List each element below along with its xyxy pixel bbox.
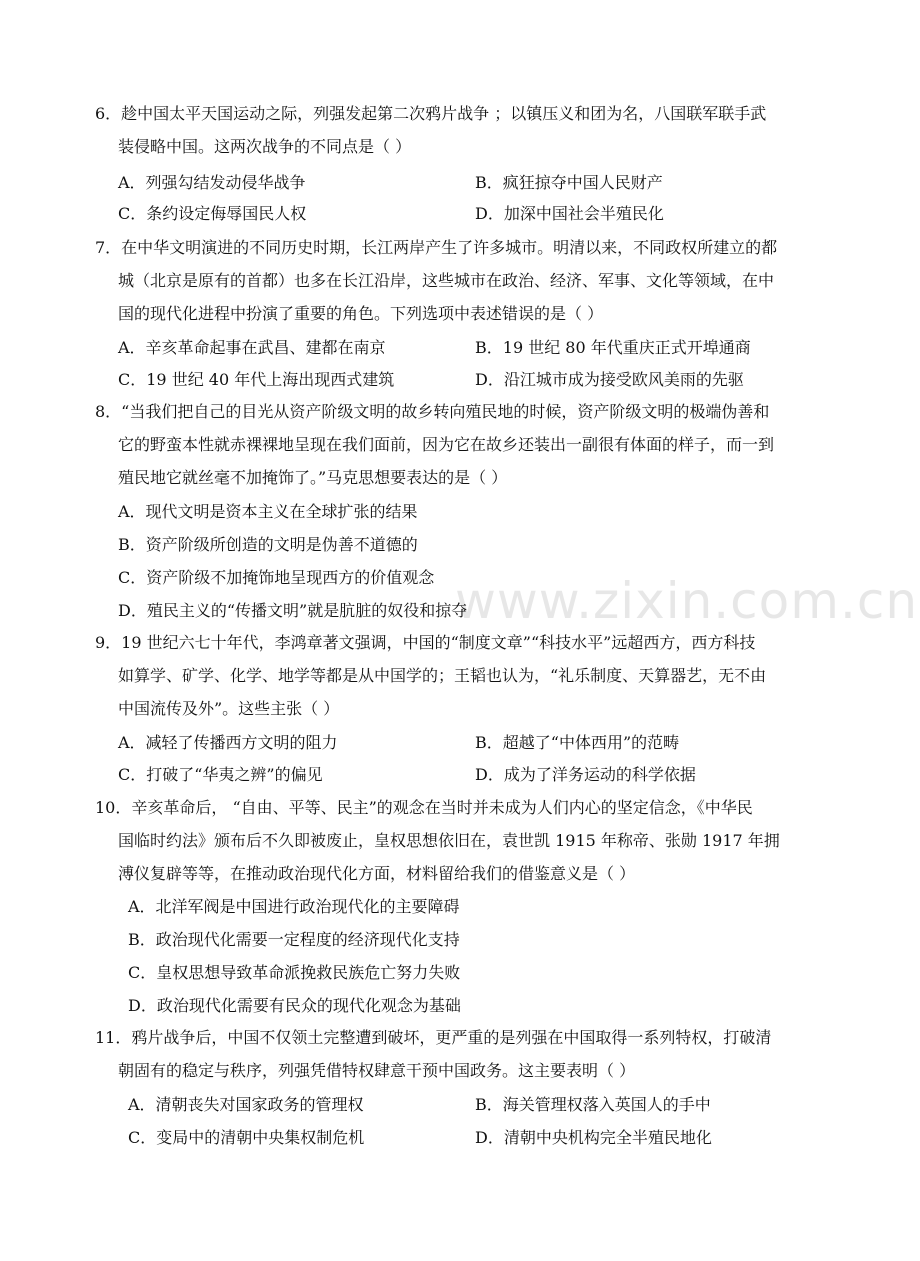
question-stem-line: 中国流传及外”。这些主张（ ）	[118, 699, 340, 718]
question-stem-line: 它的野蛮本性就赤裸裸地呈现在我们面前，因为它在故乡还装出一副很有体面的样子，而一到	[118, 435, 775, 454]
question-stem-line: 国临时约法》颁布后不久即被废止，皇权思想依旧在，袁世凯 1915 年称帝、张勋 1917 年拥	[118, 831, 780, 850]
option-d: D．沿江城市成为接受欧风美雨的先驱	[475, 370, 744, 389]
question-stem-line: 装侵略中国。这两次战争的不同点是（ ）	[118, 137, 412, 156]
question-stem-line: 9．19 世纪六七十年代，李鸿章著文强调，中国的“制度文章”“科技水平”远超西方，西方科技	[95, 633, 756, 652]
option-b: B．资产阶级所创造的文明是伪善不道德的	[118, 535, 418, 554]
question-stem-line: 溥仪复辟等等，在推动政治现代化方面，材料留给我们的借鉴意义是（ ）	[118, 864, 636, 883]
option-a: A．减轻了传播西方文明的阻力	[118, 733, 338, 752]
question-stem-line: 如算学、矿学、化学、地学等都是从中国学的；王韬也认为，“礼乐制度、天算器艺，无不由	[118, 666, 767, 685]
option-d: D．成为了洋务运动的科学依据	[475, 765, 696, 784]
option-a: A．北洋军阀是中国进行政治现代化的主要障碍	[128, 897, 460, 916]
option-d: D．政治现代化需要有民众的现代化观念为基础	[128, 996, 461, 1015]
question-stem-line: 11．鸦片战争后，中国不仅领土完整遭到破坏，更严重的是列强在中国取得一系列特权，打破清	[95, 1028, 772, 1047]
option-c: C．资产阶级不加掩饰地呈现西方的价值观念	[118, 568, 435, 587]
question-stem-line: 殖民地它就丝毫不加掩饰了。”马克思想要表达的是（ ）	[118, 468, 508, 487]
question-stem-line: 6．趁中国太平天国运动之际，列强发起第二次鸦片战争 ；以镇压义和团为名，八国联军联手武	[95, 104, 767, 123]
question-stem-line: 7．在中华文明演进的不同历史时期，长江两岸产生了许多城市。明清以来，不同政权所建立的都	[95, 238, 778, 257]
question-stem-line: 朝固有的稳定与秩序，列强凭借特权肆意干预中国政务。这主要表明（ ）	[118, 1061, 636, 1080]
option-d: D．清朝中央机构完全半殖民地化	[475, 1128, 712, 1147]
option-b: B．疯狂掠夺中国人民财产	[475, 173, 663, 192]
option-a: A．列强勾结发动侵华战争	[118, 173, 306, 192]
option-d: D．加深中国社会半殖民化	[475, 204, 664, 223]
option-c: C．变局中的清朝中央集权制危机	[128, 1128, 365, 1147]
option-a: A．现代文明是资本主义在全球扩张的结果	[118, 502, 418, 521]
option-c: C．打破了“华夷之辨”的偏见	[118, 765, 323, 784]
option-b: B．海关管理权落入英国人的手中	[475, 1095, 711, 1114]
option-b: B．19 世纪 80 年代重庆正式开埠通商	[475, 338, 751, 357]
question-stem-line: 8．“当我们把自己的目光从资产阶级文明的故乡转向殖民地的时候，资产阶级文明的极端伪善和	[95, 402, 770, 421]
option-b: B．超越了“中体西用”的范畴	[475, 733, 680, 752]
option-c: C．条约设定侮辱国民人权	[118, 204, 307, 223]
watermark: www.zixin.com.cn	[455, 572, 919, 630]
option-c: C．皇权思想导致革命派挽救民族危亡努力失败	[128, 963, 461, 982]
option-a: A．辛亥革命起事在武昌、建都在南京	[118, 338, 386, 357]
option-b: B．政治现代化需要一定程度的经济现代化支持	[128, 930, 460, 949]
question-stem-line: 城（北京是原有的首都）也多在长江沿岸，这些城市在政治、经济、军事、文化等领域，在中	[118, 271, 775, 290]
option-c: C．19 世纪 40 年代上海出现西式建筑	[118, 370, 395, 389]
option-a: A．清朝丧失对国家政务的管理权	[128, 1095, 364, 1114]
question-stem-line: 国的现代化进程中扮演了重要的角色。下列选项中表述错误的是（ ）	[118, 304, 604, 323]
option-d: D．殖民主义的“传播文明”就是肮脏的奴役和掠夺	[118, 601, 468, 620]
question-stem-line: 10．辛亥革命后， “自由、平等、民主”的观念在当时并未成为人们内心的坚定信念，《中华民	[95, 798, 753, 817]
